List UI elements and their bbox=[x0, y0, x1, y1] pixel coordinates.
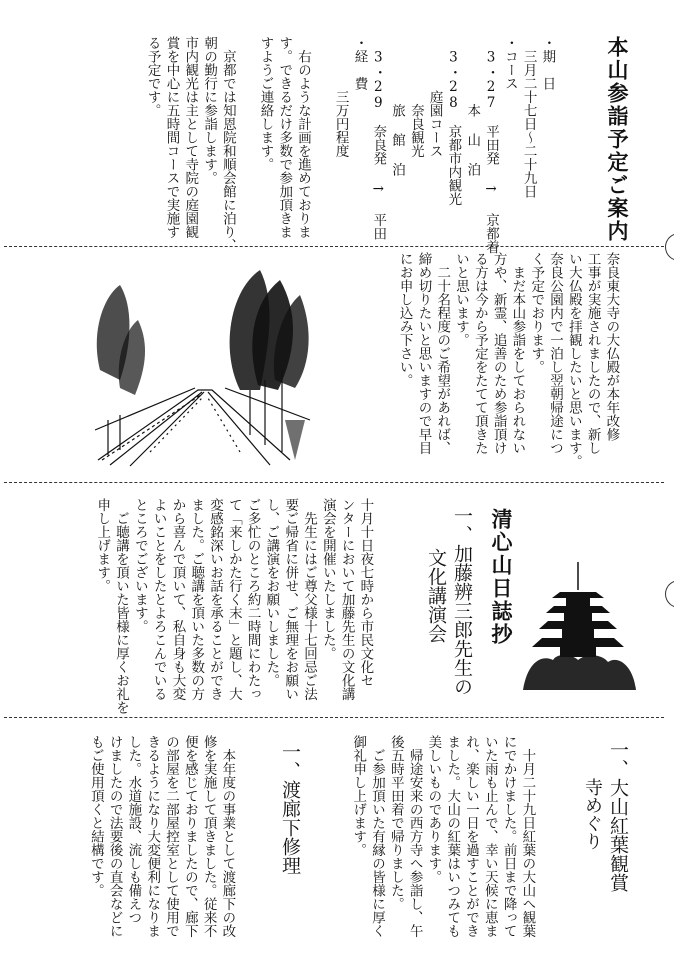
text-line: もご使用頂くと結構です。 bbox=[87, 735, 104, 897]
text-line: 方や、新霊、追善のため参詣頂け bbox=[490, 252, 507, 455]
section1-body bbox=[124, 36, 594, 254]
text-line: 奈良東大寺の大仏殿が本年改修 bbox=[603, 252, 620, 441]
text-line: 3・29 奈良発 → 平田 bbox=[370, 36, 387, 240]
text-line: 締め切りたいと思いますので早目 bbox=[415, 252, 432, 455]
text-line: し、ご講演をお願いしました。 bbox=[263, 498, 280, 687]
binding-hole-bottom bbox=[665, 580, 674, 608]
text-line: て「来しかた行く末」と題し、大 bbox=[225, 498, 242, 701]
text-line: の部屋を二部屋控室として使用で bbox=[163, 735, 180, 938]
binding-hole-top bbox=[665, 233, 674, 261]
text-line: る方は今から予定をたてて頂きた bbox=[471, 252, 488, 455]
divider-3 bbox=[4, 717, 664, 718]
text-line: 変感銘深いお話を承ることができ bbox=[207, 498, 224, 701]
text-line: 奈良公園内で一泊し翌朝帰途につ bbox=[547, 252, 564, 455]
section4-b-lines bbox=[86, 735, 236, 950]
text-line: 本年度の事業として渡廊下の改 bbox=[219, 735, 236, 938]
section3-article-subheading: 文化講演会 bbox=[425, 548, 447, 643]
text-line: ご多忙のところ約二時間にわたっ bbox=[244, 498, 261, 701]
text-line bbox=[312, 36, 331, 241]
text-line: 後五時平田着で帰りました。 bbox=[387, 735, 404, 911]
text-line: 工事が実施されましたので、新し bbox=[584, 252, 601, 455]
text-line: ました。大山の紅葉はいつみても bbox=[444, 735, 461, 938]
section2-lines bbox=[395, 252, 621, 474]
text-line: 3・27 平田発 → 京都着 bbox=[483, 36, 500, 254]
text-line: 十月二十九日紅葉の大山へ観葉 bbox=[519, 735, 536, 938]
divider-1 bbox=[4, 246, 664, 247]
section2-body bbox=[376, 252, 658, 474]
text-line: 先生にはご尊父様十七回忌ご法 bbox=[301, 498, 318, 701]
text-line: ご聴講を頂いた皆様に厚くお礼を bbox=[113, 498, 130, 714]
section4-a-heading: 一、大山紅葉観賞 bbox=[607, 740, 629, 892]
section4-b-heading: 一、渡廊下修理 bbox=[279, 742, 301, 875]
text-line: 御礼申し上げます。 bbox=[350, 735, 367, 857]
text-line: すようご連絡します。 bbox=[257, 36, 274, 171]
text-line: 要ご帰省に併せ、ご無理をお願い bbox=[282, 498, 299, 701]
text-line: いと思います。 bbox=[453, 252, 470, 347]
pagoda-illustration bbox=[518, 560, 638, 695]
text-line: 二十名程度のご希望があれば、 bbox=[434, 252, 451, 455]
section3-lines bbox=[92, 498, 374, 714]
tree-road-illustration bbox=[90, 270, 315, 470]
text-line: 帰途安来の西方寺へ参詣し、午 bbox=[406, 735, 423, 938]
text-line: まだ本山参詣をしておられない bbox=[509, 252, 526, 455]
text-line: 便を感じておりましたので、廊下 bbox=[181, 735, 198, 938]
text-line: ・期 日 bbox=[539, 36, 556, 90]
text-line: 右のような計画を進めておりま bbox=[295, 36, 312, 239]
text-line: 三月二十七日〜二十九日 bbox=[520, 36, 537, 198]
text-line: から喜んで頂いて、私自身も大変 bbox=[169, 498, 186, 701]
section1-title: 本山参詣予定ご案内 bbox=[605, 36, 630, 243]
text-line: けましたので法要後の直会などに bbox=[106, 735, 123, 938]
text-line: い大仏殿を拝観したいと思います。 bbox=[565, 252, 582, 468]
text-line: ところでございます。 bbox=[131, 498, 148, 633]
text-line: 三万円程度 bbox=[332, 36, 349, 158]
text-line: く予定でおります。 bbox=[528, 252, 545, 374]
text-line: す。できるだけ多数で参加頂きま bbox=[276, 36, 293, 239]
text-line bbox=[237, 36, 256, 241]
text-line: いた雨も止んで、幸い天候に恵ま bbox=[481, 735, 498, 938]
text-line: れ、楽しい一日を過すことができ bbox=[463, 735, 480, 938]
text-line: 旅 館 泊 bbox=[389, 36, 406, 176]
text-line: 庭園コース bbox=[426, 36, 443, 158]
text-line: 市内観光は主として寺院の庭園観 bbox=[182, 36, 199, 239]
text-line: 十月十日夜七時から市民文化セ bbox=[357, 498, 374, 687]
section4-a-body bbox=[330, 735, 574, 950]
text-line: よいことをしたとよろこんでいる bbox=[150, 498, 167, 701]
text-line: ・経 費 bbox=[351, 36, 368, 90]
section3-body bbox=[74, 498, 412, 714]
text-line: 京都では知恩院和順会館に泊り、 bbox=[219, 36, 236, 252]
text-line: 美しいものであります。 bbox=[425, 735, 442, 884]
section4-b-body bbox=[67, 735, 274, 950]
text-line: 演会を開催いたしました。 bbox=[319, 498, 336, 660]
text-line: 申し上げます。 bbox=[94, 498, 111, 593]
text-line: 賞を中心に五時間コースで実施す bbox=[163, 36, 180, 239]
text-line: ・コース bbox=[501, 36, 518, 90]
section4-a-lines bbox=[348, 735, 536, 950]
section1-lines bbox=[143, 36, 557, 254]
text-line: ご参加頂いた有縁の皆様に厚く bbox=[369, 735, 386, 938]
text-line: る予定です。 bbox=[144, 36, 161, 117]
text-line: ました。ご聴講を頂いた多数の方 bbox=[188, 498, 205, 701]
text-line: 修を実施して頂きました。従来不 bbox=[200, 735, 217, 938]
section4-a-subheading: 寺めぐり bbox=[582, 778, 603, 850]
text-line: きるようになり大変便利になりま bbox=[144, 735, 161, 938]
section3-article-heading: 一、加藤辨三郎先生の bbox=[451, 506, 473, 696]
text-line: した。水道施設、流しも備えつ bbox=[125, 735, 142, 924]
section3-title: 清心山日誌抄 bbox=[489, 508, 514, 646]
text-line: にでかけました。前日まで降って bbox=[500, 735, 517, 938]
text-line: にお申し込み下さい。 bbox=[396, 252, 413, 387]
text-line: 奈良観光 bbox=[407, 36, 424, 158]
divider-2 bbox=[4, 482, 664, 483]
text-line: 本 山 泊 bbox=[464, 36, 481, 176]
text-line: 朝の勤行に参詣します。 bbox=[201, 36, 218, 185]
text-line: ンターにおいて加藤先生の文化講 bbox=[338, 498, 355, 701]
text-line: 3・28 京都市内観光 bbox=[445, 36, 462, 206]
